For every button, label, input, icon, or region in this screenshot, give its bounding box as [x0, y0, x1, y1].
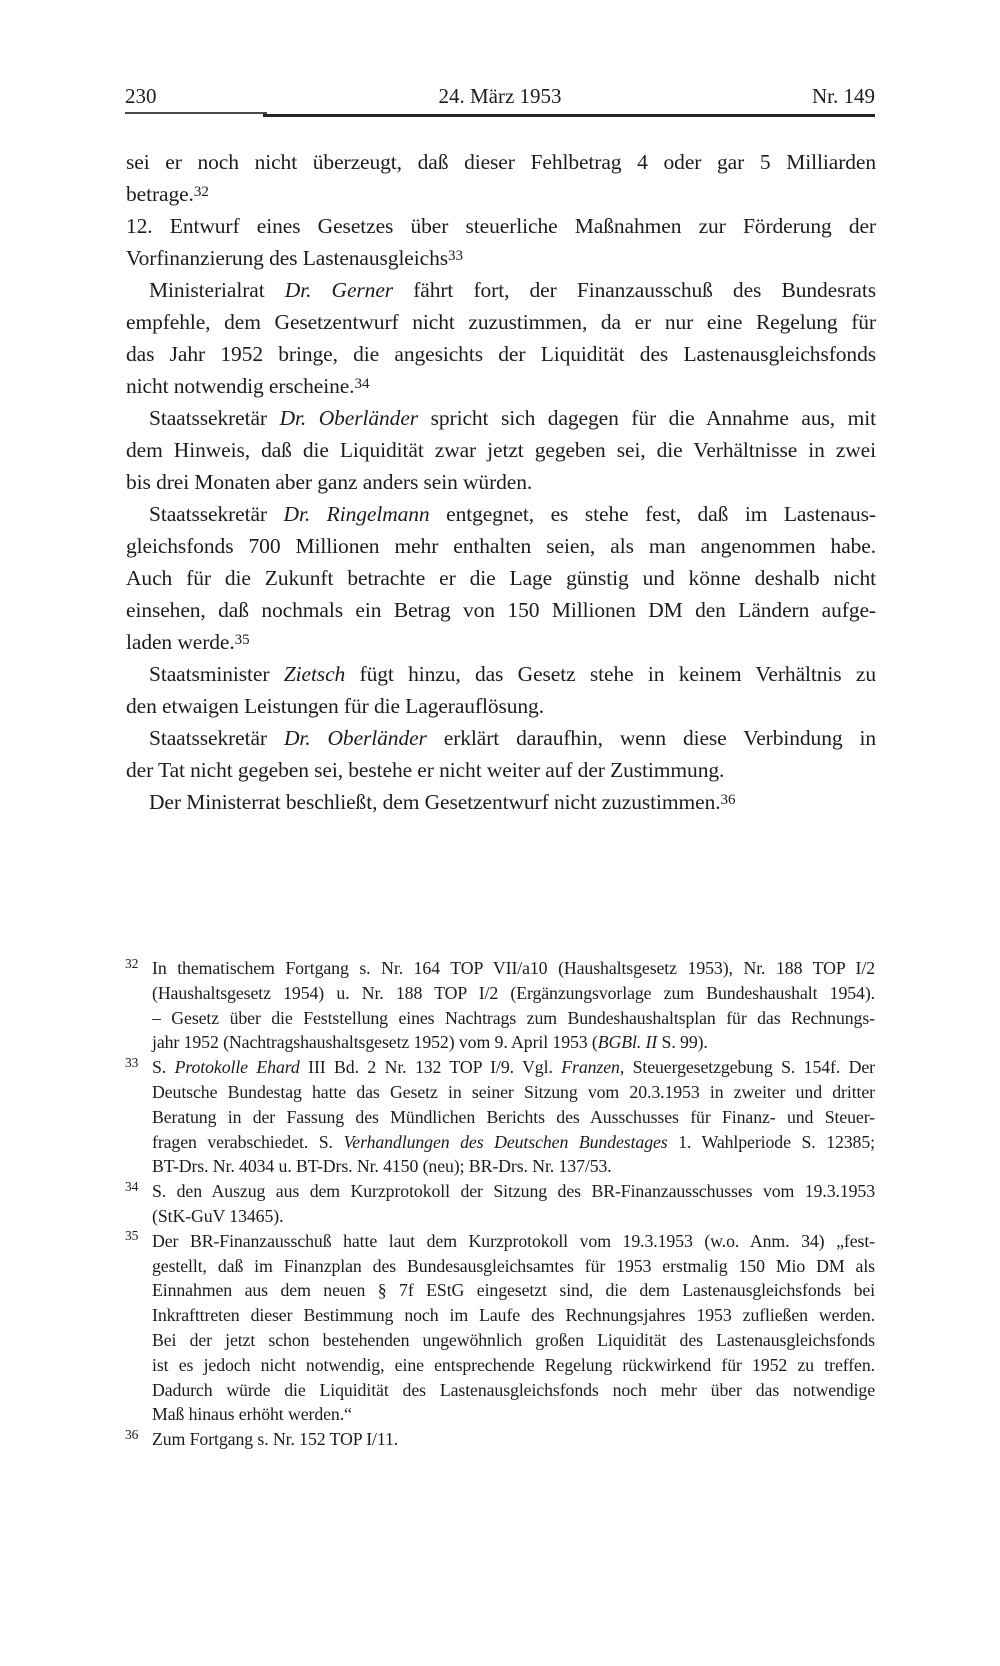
text-run: erklärt daraufhin, wenn diese Verbindung in [426, 726, 876, 750]
line-content [152, 1380, 875, 1400]
footnote-ref: 35 [234, 632, 250, 649]
line-content [149, 662, 876, 686]
text-run: Der Ministerrat beschließt, dem Gesetzentwurf nicht zuzustimmen. [149, 790, 721, 814]
text-run: sei er noch nicht überzeugt, daß dieser Fehlbetrag 4 oder gar 5 Milliarden [126, 150, 876, 174]
text-run: (Haushaltsgesetz 1954) u. Nr. 188 TOP I/2 (Ergänzungsvorlage zum Bundeshaushalt 1954). [152, 982, 875, 1003]
paragraph [126, 786, 876, 818]
line-content [152, 1107, 875, 1127]
line-content [126, 598, 876, 622]
body-line [126, 658, 876, 690]
text-run: ist es jedoch nicht notwendig, eine entsprechende Regelung rückwirkend für 1952 zu treffen. [152, 1354, 875, 1375]
text-run: S. den Auszug aus dem Kurzprotokoll der Sitzung des BR-Finanzausschusses vom 19.3.1953 [152, 1181, 875, 1202]
footnote [125, 955, 875, 1055]
text-run: Zietsch [283, 662, 346, 686]
text-run: 12. Entwurf eines Gesetzes über steuerliche Maßnahmen zur Förderung der [126, 214, 876, 238]
footnote-line [152, 1130, 875, 1155]
text-run: Zum Fortgang s. Nr. 152 TOP I/11. [152, 1429, 399, 1450]
body-line [126, 434, 876, 466]
text-run: spricht sich dagegen für die Annahme aus, mit [418, 406, 876, 430]
text-run: empfehle, dem Gesetzentwurf nicht zuzustimmen, da er nur eine Regelung für [126, 310, 876, 334]
footnote-line [152, 1328, 875, 1353]
paragraph [126, 210, 876, 274]
line-content [152, 1206, 283, 1226]
footnote-line [125, 1178, 875, 1204]
line-content [152, 1256, 875, 1276]
line-content [152, 1156, 612, 1176]
page-number: 230 [125, 84, 157, 108]
text-run: Beratung in der Fassung des Mündlichen Berichts des Ausschusses für Finanz- und Steuer- [152, 1106, 875, 1127]
footnote-line [125, 1426, 875, 1452]
text-run: III Bd. 2 Nr. 132 TOP I/9. Vgl. [299, 1057, 562, 1078]
text-run: laden werde. [126, 630, 235, 654]
text-run: Maß hinaus erhöht werden.“ [152, 1404, 352, 1425]
body-line [126, 466, 876, 498]
body-line [126, 530, 876, 562]
body-line [126, 274, 876, 306]
body-line [126, 786, 876, 818]
footnote-line [152, 1154, 875, 1179]
body-line [126, 562, 876, 594]
footnote-line [152, 1278, 875, 1303]
line-content [152, 1231, 875, 1251]
text-run: In thematischem Fortgang s. Nr. 164 TOP VII/a10 (Haushaltsgesetz 1953), Nr. 188 TOP I/2 [152, 958, 875, 978]
body-line [126, 594, 876, 626]
text-run: Inkrafttreten dieser Bestimmung noch im Laufe des Rechnungsjahres 1953 zufließen werden. [152, 1305, 875, 1326]
footnote-line [152, 1080, 875, 1105]
text-run: Dr. Oberländer [279, 406, 419, 430]
footnote-line [152, 1006, 875, 1031]
line-content [152, 1057, 875, 1077]
body-text [126, 146, 876, 818]
footnotes-section [125, 955, 875, 1452]
footnote [125, 1228, 875, 1427]
paragraph [126, 498, 876, 658]
line-content [152, 1330, 875, 1350]
footnote-marker: 36 [125, 1426, 139, 1442]
footnote-line [152, 1378, 875, 1403]
line-content [126, 182, 209, 206]
line-content [126, 470, 532, 494]
text-run: BGBl. II [597, 1032, 658, 1053]
text-run: 1. Wahlperiode S. 12385; [667, 1131, 875, 1152]
text-run: fügt hinzu, das Gesetz stehe in keinem Verhältnis zu [345, 662, 876, 686]
text-run: entgegnet, es stehe fest, daß im Lastenaus- [429, 502, 876, 526]
text-run: S. 99). [657, 1032, 708, 1053]
line-content [152, 1008, 875, 1028]
body-line [126, 210, 876, 242]
line-content [152, 1181, 875, 1201]
footnote-line [152, 1105, 875, 1130]
footnote-ref: 32 [193, 184, 209, 201]
text-run: – Gesetz über die Feststellung eines Nachtrags zum Bundeshaushaltsplan für das Rechnungs- [152, 1007, 875, 1028]
line-content [126, 150, 876, 174]
line-content [126, 534, 876, 558]
body-line [126, 402, 876, 434]
text-run: Dr. Oberländer [283, 726, 427, 750]
text-run: betrage. [126, 182, 194, 206]
paragraph [126, 146, 876, 210]
text-run: nicht notwendig erscheine. [126, 374, 355, 398]
text-run: Deutsche Bundestag hatte das Gesetz in seiner Sitzung vom 20.3.1953 in zweiter und dritter [152, 1081, 875, 1102]
body-line [126, 690, 876, 722]
text-run: der Tat nicht gegeben sei, bestehe er nicht weiter auf der Zustimmung. [126, 758, 725, 782]
footnote [125, 1054, 875, 1179]
footnote-line [152, 1204, 875, 1229]
footnote-ref: 36 [720, 792, 736, 809]
text-run: Staatssekretär [149, 502, 284, 526]
footnote-line [152, 1254, 875, 1279]
line-content [152, 1429, 398, 1449]
text-run: gestellt, daß im Finanzplan des Bundesausgleichsamtes für 1953 erstmalig 150 Mio DM als [152, 1255, 875, 1276]
line-content [126, 310, 876, 334]
text-run: Franzen [561, 1057, 620, 1078]
text-run: Auch für die Zukunft betrachte er die Lage günstig und könne deshalb nicht [126, 566, 876, 590]
header-rule [263, 114, 875, 117]
text-run: Staatssekretär [149, 726, 284, 750]
footnote-line [152, 1303, 875, 1328]
text-run: fährt fort, der Finanzausschuß des Bundesrats [393, 278, 876, 302]
line-content [152, 1305, 875, 1325]
body-line [126, 722, 876, 754]
footnote-marker: 33 [125, 1054, 139, 1070]
footnote-line [125, 1054, 875, 1080]
text-run: Dr. Ringelmann [283, 502, 430, 526]
line-content [126, 246, 463, 270]
footnote [125, 1426, 875, 1452]
text-run: einsehen, daß nochmals ein Betrag von 150 Millionen DM den Ländern aufge- [126, 598, 876, 622]
line-content [126, 438, 876, 462]
line-content [149, 502, 876, 526]
text-run: Der BR-Finanzausschuß hatte laut dem Kurzprotokoll vom 19.3.1953 (w.o. Anm. 34) „fest- [152, 1230, 875, 1251]
line-content [126, 694, 544, 718]
line-content [126, 214, 876, 238]
line-content [152, 983, 875, 1003]
line-content [126, 342, 876, 366]
text-run: fragen verabschiedet. S. [152, 1131, 344, 1152]
line-content [149, 406, 876, 430]
line-content [126, 566, 876, 590]
line-content [126, 374, 370, 398]
footnote [125, 1178, 875, 1229]
footnote-line [125, 1228, 875, 1254]
footnote-line [152, 1402, 875, 1427]
footnote-ref: 33 [448, 248, 464, 265]
text-run: BT-Drs. Nr. 4034 u. BT-Drs. Nr. 4150 (neu); BR-Drs. Nr. 137/53. [152, 1156, 612, 1177]
header-doc-number: Nr. 149 [812, 84, 875, 108]
text-run: , Steuergesetzgebung S. 154f. Der [619, 1057, 875, 1078]
running-head [125, 83, 875, 109]
paragraph [126, 722, 876, 786]
text-run: Verhandlungen des Deutschen Bundestages [343, 1131, 668, 1152]
line-content [152, 1082, 875, 1102]
text-run: (StK-GuV 13465). [152, 1205, 284, 1226]
text-run: Staatsminister [149, 662, 284, 686]
text-run: das Jahr 1952 bringe, die angesichts der Liquidität des Lastenausgleichsfonds [126, 342, 876, 366]
text-run: Dadurch würde die Liquidität des Lastenausgleichsfonds noch mehr über das notwendige [152, 1379, 875, 1400]
footnote-ref: 34 [354, 376, 370, 393]
body-line [126, 370, 876, 402]
line-content [126, 758, 724, 782]
text-run: Staatssekretär [149, 406, 280, 430]
footnote-marker: 32 [125, 955, 139, 971]
footnote-line [152, 1030, 875, 1055]
body-line [126, 178, 876, 210]
line-content [149, 726, 876, 750]
paragraph [126, 658, 876, 722]
line-content [149, 790, 736, 814]
line-content [152, 1032, 708, 1052]
text-run: S. [152, 1057, 175, 1078]
text-run: Dr. Gerner [284, 278, 394, 302]
footnote-line [152, 1353, 875, 1378]
text-run: Bei der jetzt schon bestehenden ungewöhnlich großen Liquidität des Lastenausgleichsfonds [152, 1329, 875, 1350]
line-content [152, 958, 875, 978]
line-content [152, 1404, 352, 1424]
line-content [152, 1280, 875, 1300]
paragraph [126, 274, 876, 402]
footnote-line [152, 981, 875, 1006]
footnote-marker: 35 [125, 1228, 139, 1244]
body-line [126, 338, 876, 370]
text-run: den etwaigen Leistungen für die Lagerauflösung. [126, 694, 544, 718]
body-line [126, 498, 876, 530]
body-line [126, 754, 876, 786]
text-run: bis drei Monaten aber ganz anders sein würden. [126, 470, 533, 494]
line-content [152, 1132, 875, 1152]
header-date: 24. März 1953 [438, 84, 562, 108]
body-line [126, 626, 876, 658]
text-run: Einnahmen aus dem neuen § 7f EStG eingesetzt sind, die dem Lastenausgleichsfonds bei [152, 1280, 875, 1301]
text-run: Protokolle Ehard [174, 1057, 300, 1078]
body-line [126, 242, 876, 274]
text-run: jahr 1952 (Nachtragshaushaltsgesetz 1952) vom 9. April 1953 ( [152, 1032, 598, 1053]
line-content [126, 630, 250, 654]
paragraph [126, 402, 876, 498]
text-run: gleichsfonds 700 Millionen mehr enthalten seien, als man angenommen habe. [126, 534, 876, 558]
line-content [149, 278, 876, 302]
text-run: Ministerialrat [149, 278, 285, 302]
line-content [152, 1355, 875, 1375]
footnote-line [125, 955, 875, 981]
body-line [126, 306, 876, 338]
text-run: Vorfinanzierung des Lastenausgleichs [126, 246, 448, 270]
text-run: dem Hinweis, daß die Liquidität zwar jetzt gegeben sei, die Verhältnisse in zwei [126, 438, 876, 462]
header-rule-left-segment [125, 112, 267, 114]
footnote-marker: 34 [125, 1178, 139, 1194]
body-line [126, 146, 876, 178]
